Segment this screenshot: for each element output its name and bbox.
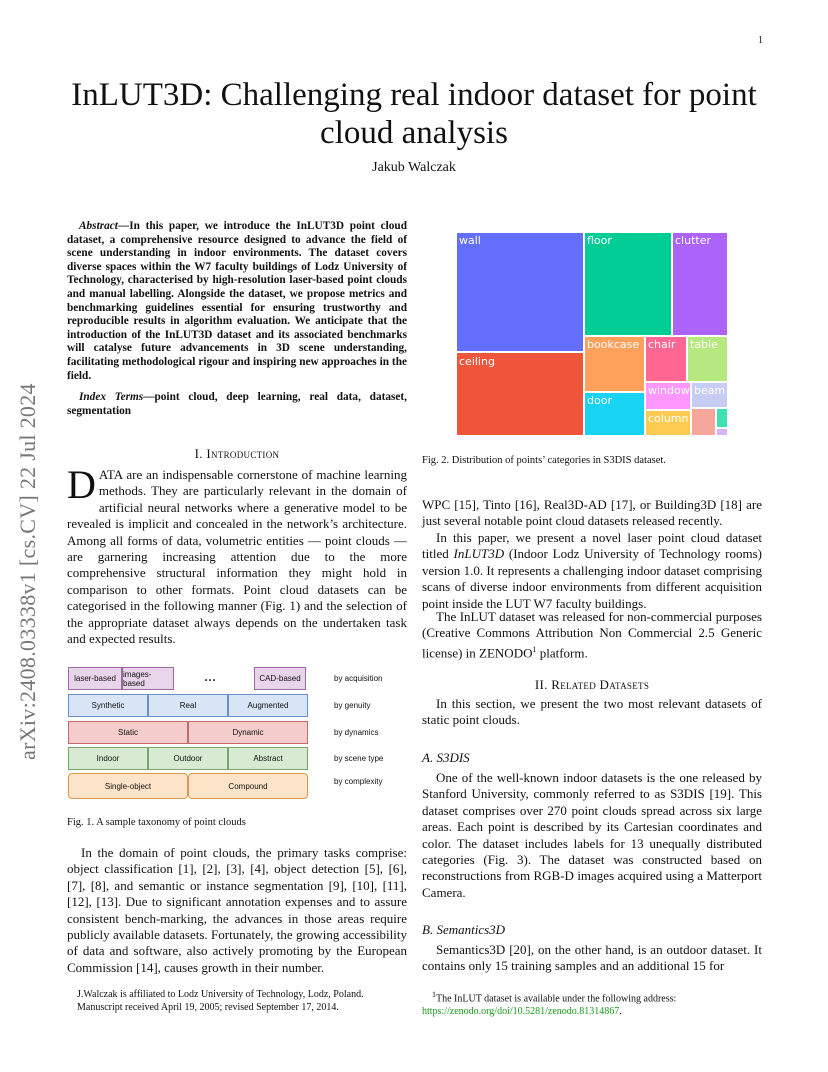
intro-paragraph-2: In the domain of point clouds, the primary tasks comprise: object classification [1], [2], [3], [4], object detection [5], [6], [7], [8], and semantic or instance segmentation [9], [10], [11], [12], [13]. Due to significant annotation expenses and to assure consistent bench-marking, the advances in those areas require publicly available datasets. Fortunately, the growing accessibility of data and software, also actively promoting by the European Commission [14], causes growth in their number.	[67, 845, 407, 975]
cell-table: table	[687, 336, 728, 382]
cell-chair: chair	[645, 336, 687, 382]
box-indoor: Indoor	[68, 747, 148, 770]
cell-misc	[716, 428, 728, 436]
right-paragraph-3	[422, 609, 762, 662]
figure2-caption: Fig. 2. Distribution of points’ categories in S3DIS dataset.	[422, 455, 666, 466]
subsection-semantics3d: B. Semantics3D	[422, 922, 506, 937]
cell-floor: floor	[584, 232, 672, 336]
footnote-marker[interactable]: 1	[532, 644, 537, 654]
section-title: Related Datasets	[551, 677, 650, 692]
page-number: 1	[758, 35, 763, 46]
footnote-end: .	[619, 1006, 622, 1018]
box-laser-based: laser-based	[68, 667, 122, 690]
related-paragraph: In this section, we present the two most relevant datasets of static point clouds.	[422, 696, 762, 728]
abstract-text: —In this paper, we introduce the InLUT3D point cloud dataset, a comprehensive resource designed to advance the field of scene understanding in indoor environments. The dataset covers diverse spaces within the W7 faculty buildings of Lodz University of Technology, characterised by high-resolution laser-based point clouds and manual labelling. Alongside the dataset, we propose metrics and benchmarking guidelines essential for ensuring trustworthy and reproducible results in algorithm evaluation. We anticipate that the introduction of the InLUT3D dataset and its associated benchmarks will catalyse future advancements in 3D scene understanding, facilitating methodological rigour and inspiring new approaches in the field.	[67, 220, 407, 382]
para2-text-a: In this paper, we present a novel laser point cloud dataset titled	[422, 530, 762, 562]
box-abstract: Abstract	[228, 747, 308, 770]
para3-text: The InLUT dataset was released for non-commercial purposes (Creative Commons Attribution Non Commercial 2.5 Generic license) in ZENODO	[422, 609, 762, 661]
arxiv-stamp: arXiv:2408.03338v1 [cs.CV] 22 Jul 2024	[15, 383, 40, 760]
dataset-name: InLUT3D	[453, 546, 505, 562]
cell-column: column	[645, 410, 691, 436]
label-by-complexity: by complexity	[334, 777, 383, 786]
para2-text-b: (Indoor Lodz University of Technology rooms) version 1.0. It represents a challenging indoor dataset comprising scans of diverse indoor environments from different acquisition point inside the LUT W7 faculty buildings.	[422, 546, 762, 611]
cell-ceiling: ceiling	[456, 352, 584, 436]
box-outdoor: Outdoor	[148, 747, 228, 770]
box-compound: Compound	[188, 773, 308, 799]
section-number: I.	[194, 446, 203, 461]
zenodo-link[interactable]: https://zenodo.org/doi/10.5281/zenodo.81314867	[422, 1006, 620, 1018]
box-synthetic: Synthetic	[68, 694, 148, 717]
right-paragraph-2	[422, 530, 762, 612]
footnote-number: 1	[432, 990, 436, 999]
cell-clutter: clutter	[672, 232, 728, 336]
ellipsis: ...	[204, 668, 216, 685]
index-terms-text: —point cloud, deep learning, real data, dataset, segmentation	[67, 391, 407, 417]
intro-paragraph-1	[67, 462, 407, 647]
box-dynamic: Dynamic	[188, 721, 308, 744]
box-real: Real	[148, 694, 228, 717]
box-cad-based: CAD-based	[254, 667, 306, 690]
box-static: Static	[68, 721, 188, 744]
footnote-affiliation: J.Walczak is affiliated to Lodz University of Technology, Lodz, Poland.	[77, 989, 364, 1000]
semantics3d-paragraph: Semantics3D [20], on the other hand, is an outdoor dataset. It contains only 15 training samples and an additional 15 for	[422, 942, 762, 974]
cell-board	[691, 408, 716, 436]
label-by-genuity: by genuity	[334, 701, 371, 710]
paper-title: InLUT3D: Challenging real indoor dataset for point cloud analysis	[71, 77, 757, 151]
box-images-based: images-based	[122, 667, 174, 690]
label-by-acquisition: by acquisition	[334, 674, 383, 683]
s3dis-paragraph: One of the well-known indoor datasets is the one released by Stanford University, commonly referred to as S3DIS [19]. This dataset comprises over 270 point clouds spread across six large areas. Each point is described by its Cartesian coordinates and color. The dataset includes labels for 13 unequally distributed categories (Fig. 3). The dataset was constructed based on reconstructions from RGB-D images acquired using a Matterport Camera.	[422, 770, 762, 900]
author: Jakub Walczak	[372, 160, 456, 175]
label-by-scene-type: by scene type	[334, 754, 384, 763]
taxonomy-figure	[66, 664, 411, 804]
footnote-text: The InLUT dataset is available under the following address:	[436, 993, 677, 1005]
box-augmented: Augmented	[228, 694, 308, 717]
cell-wall: wall	[456, 232, 584, 352]
drop-cap: D	[67, 462, 96, 507]
cell-beam: beam	[691, 382, 728, 408]
box-single-object: Single-object	[68, 773, 188, 799]
cell-door: door	[584, 392, 645, 436]
footnote-manuscript: Manuscript received April 19, 2005; revised September 17, 2014.	[77, 1002, 339, 1013]
cell-bookcase: bookcase	[584, 336, 645, 392]
para3-end: platform.	[536, 645, 588, 661]
abstract-label: Abstract	[79, 220, 118, 232]
intro-text-1: ATA are an indispensable cornerstone of machine learning methods. They are particularly relevant in the domain of artificial neural networks where a generative model to be revealed is implicit and concealed in the network’s architecture. Among all forms of data, volumetric entities — point clouds — are garnering increasing attention due to the more comprehensive structural information they might hold in comparison to other formats. Point cloud datasets can be categorised in the following manner (Fig. 1) and the selection of the appropriate dataset always depends on the undertaken task and expected results.	[67, 467, 407, 647]
treemap-chart	[456, 232, 728, 436]
cell-sofa	[716, 408, 728, 428]
section-title: Introduction	[206, 446, 280, 461]
label-by-dynamics: by dynamics	[334, 728, 379, 737]
section-heading-related	[422, 677, 762, 693]
section-number: II.	[534, 677, 548, 692]
subsection-s3dis: A. S3DIS	[422, 750, 470, 765]
section-heading-intro	[67, 446, 407, 462]
footnote-dataset	[422, 988, 762, 1018]
cell-window: window	[645, 382, 691, 410]
figure1-caption: Fig. 1. A sample taxonomy of point clouds	[67, 817, 246, 828]
index-terms	[67, 391, 407, 418]
right-paragraph-1: WPC [15], Tinto [16], Real3D-AD [17], or Building3D [18] are just several notable point cloud datasets released recently.	[422, 497, 762, 529]
abstract	[67, 220, 407, 383]
index-terms-label: Index Terms	[79, 391, 144, 403]
